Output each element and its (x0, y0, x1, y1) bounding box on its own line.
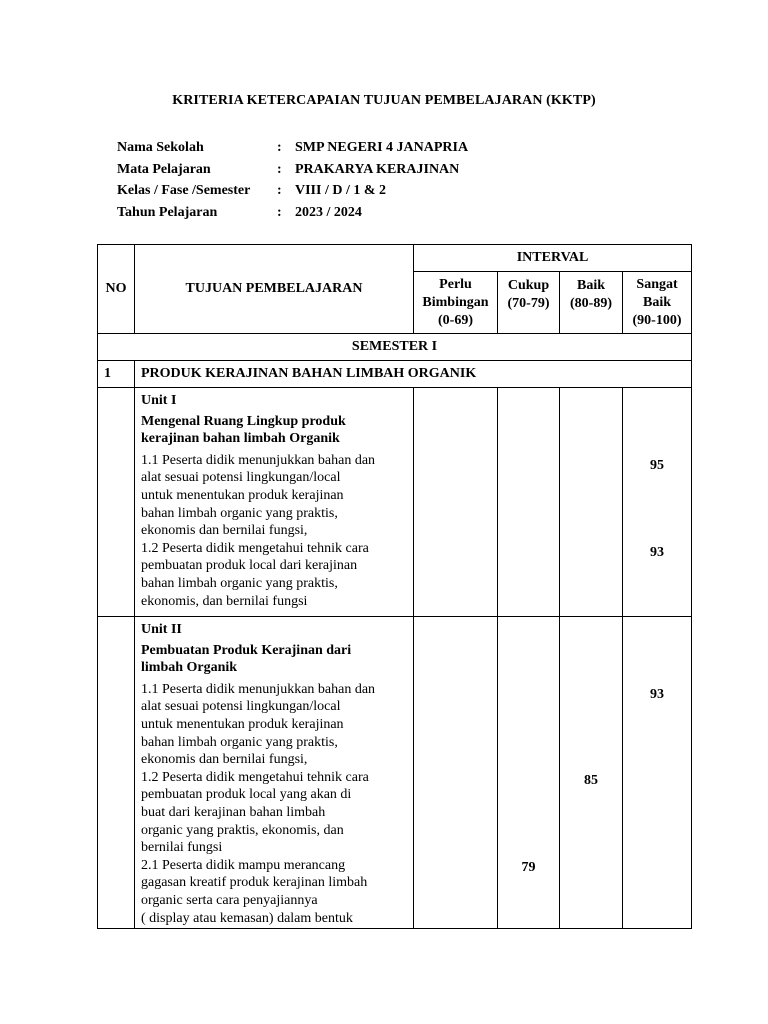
section-no: 1 (98, 361, 135, 388)
header-text: Baik (576, 278, 605, 293)
info-value: 2023 / 2024 (295, 204, 362, 220)
unit1-item-1-1 (141, 452, 407, 540)
item-line: bahan limbah organic yang praktis, (141, 575, 338, 591)
score-95: 95 (650, 458, 665, 473)
item-line: untuk menentukan produk kerajinan (141, 487, 344, 503)
item-line: ekonomis dan bernilai fungsi, (141, 523, 308, 539)
item-line: organic yang praktis, ekonomis, dan (141, 822, 344, 838)
score-85: 85 (584, 773, 598, 788)
unit1-sangat-cell (623, 388, 692, 617)
header-perlu-bimbingan (414, 272, 498, 334)
header-no: NO (98, 245, 135, 334)
info-label: Nama Sekolah (117, 140, 204, 155)
header-baik (560, 272, 623, 334)
item-line: pembuatan produk local dari kerajinan (141, 558, 358, 574)
subtitle-line: Mengenal Ruang Lingkup produk (141, 413, 346, 429)
item-line: bernilai fungsi (141, 840, 223, 856)
unit2-title: Unit II (141, 622, 182, 637)
header-text: (0-69) (438, 312, 473, 328)
item-line: 1.2 Peserta didik mengetahui tehnik cara (141, 769, 369, 785)
unit1-perlu-cell (414, 388, 498, 617)
unit1-subtitle (141, 413, 407, 448)
item-line: alat sesuai potensi lingkungan/local (141, 470, 341, 486)
item-line: 1.1 Peserta didik menunjukkan bahan dan (141, 681, 376, 697)
info-colon: : (277, 183, 282, 198)
semester-row: SEMESTER I (98, 334, 692, 361)
item-line: untuk menentukan produk kerajinan (141, 716, 344, 732)
info-row-subject (117, 159, 468, 181)
info-label: Tahun Pelajaran (117, 204, 218, 220)
header-interval: INTERVAL (414, 245, 692, 272)
info-row-class (117, 180, 468, 202)
unit2-no-cell (98, 617, 135, 929)
document-title: KRITERIA KETERCAPAIAN TUJUAN PEMBELAJARAN (KKTP) (172, 93, 596, 108)
item-line: bahan limbah organic yang praktis, (141, 734, 338, 750)
item-line: 1.2 Peserta didik mengetahui tehnik cara (141, 540, 369, 556)
item-line: bahan limbah organic yang praktis, (141, 505, 338, 521)
header-text: (70-79) (507, 296, 550, 311)
table-row (98, 617, 692, 929)
unit2-item-1-2 (141, 769, 407, 857)
kktp-table (97, 244, 692, 929)
info-colon: : (277, 140, 282, 155)
header-text: Bimbingan (422, 294, 489, 310)
header-cukup (498, 272, 560, 334)
info-colon: : (277, 161, 282, 177)
unit1-no-cell (98, 388, 135, 617)
unit1-cukup-cell (498, 388, 560, 617)
score-93: 93 (650, 687, 665, 702)
unit2-sangat-cell (623, 617, 692, 929)
item-line: buat dari kerajinan bahan limbah (141, 804, 326, 820)
unit1-content (135, 388, 414, 617)
item-line: organic serta cara penyajiannya (141, 892, 318, 908)
subtitle-line: limbah Organik (141, 660, 238, 676)
unit1-baik-cell (560, 388, 623, 617)
subtitle-line: kerajinan bahan limbah Organik (141, 431, 340, 447)
header-tujuan: TUJUAN PEMBELAJARAN (135, 245, 414, 334)
info-row-school (117, 137, 468, 159)
score-93: 93 (650, 545, 665, 560)
unit2-cukup-cell (498, 617, 560, 929)
info-label: Kelas / Fase /Semester (117, 183, 251, 198)
unit1-item-1-2 (141, 540, 407, 610)
info-block (117, 137, 468, 223)
header-text: Perlu (439, 276, 472, 292)
item-line: ( display atau kemasan) dalam bentuk (141, 910, 353, 926)
item-line: pembuatan produk local yang akan di (141, 787, 352, 803)
item-line: alat sesuai potensi lingkungan/local (141, 699, 341, 715)
unit2-perlu-cell (414, 617, 498, 929)
header-text: Baik (643, 294, 672, 310)
item-line: ekonomis dan bernilai fungsi, (141, 752, 308, 768)
info-colon: : (277, 204, 282, 220)
score-79: 79 (521, 860, 536, 875)
item-line: gagasan kreatif produk kerajinan limbah (141, 875, 368, 891)
info-label: Mata Pelajaran (117, 161, 211, 177)
unit2-item-1-1 (141, 681, 407, 769)
header-text: (80-89) (570, 296, 612, 311)
subtitle-line: Pembuatan Produk Kerajinan dari (141, 642, 352, 658)
item-line: ekonomis, dan bernilai fungsi (141, 593, 308, 609)
unit2-item-2-1 (141, 857, 407, 927)
unit1-title: Unit I (141, 393, 177, 408)
unit2-baik-cell (560, 617, 623, 929)
unit2-subtitle (141, 642, 407, 677)
section-title: PRODUK KERAJINAN BAHAN LIMBAH ORGANIK (135, 361, 692, 388)
header-text: Cukup (507, 278, 550, 293)
info-value: PRAKARYA KERAJINAN (295, 161, 460, 177)
item-line: 2.1 Peserta didik mampu merancang (141, 857, 346, 873)
header-text: Sangat (636, 276, 678, 292)
header-text: (90-100) (632, 312, 682, 328)
info-value: SMP NEGERI 4 JANAPRIA (295, 140, 469, 155)
table-row (98, 388, 692, 617)
unit2-content (135, 617, 414, 929)
info-value: VIII / D / 1 & 2 (295, 183, 387, 198)
item-line: 1.1 Peserta didik menunjukkan bahan dan (141, 452, 376, 468)
header-sangat-baik (623, 272, 692, 334)
info-row-year (117, 202, 468, 224)
